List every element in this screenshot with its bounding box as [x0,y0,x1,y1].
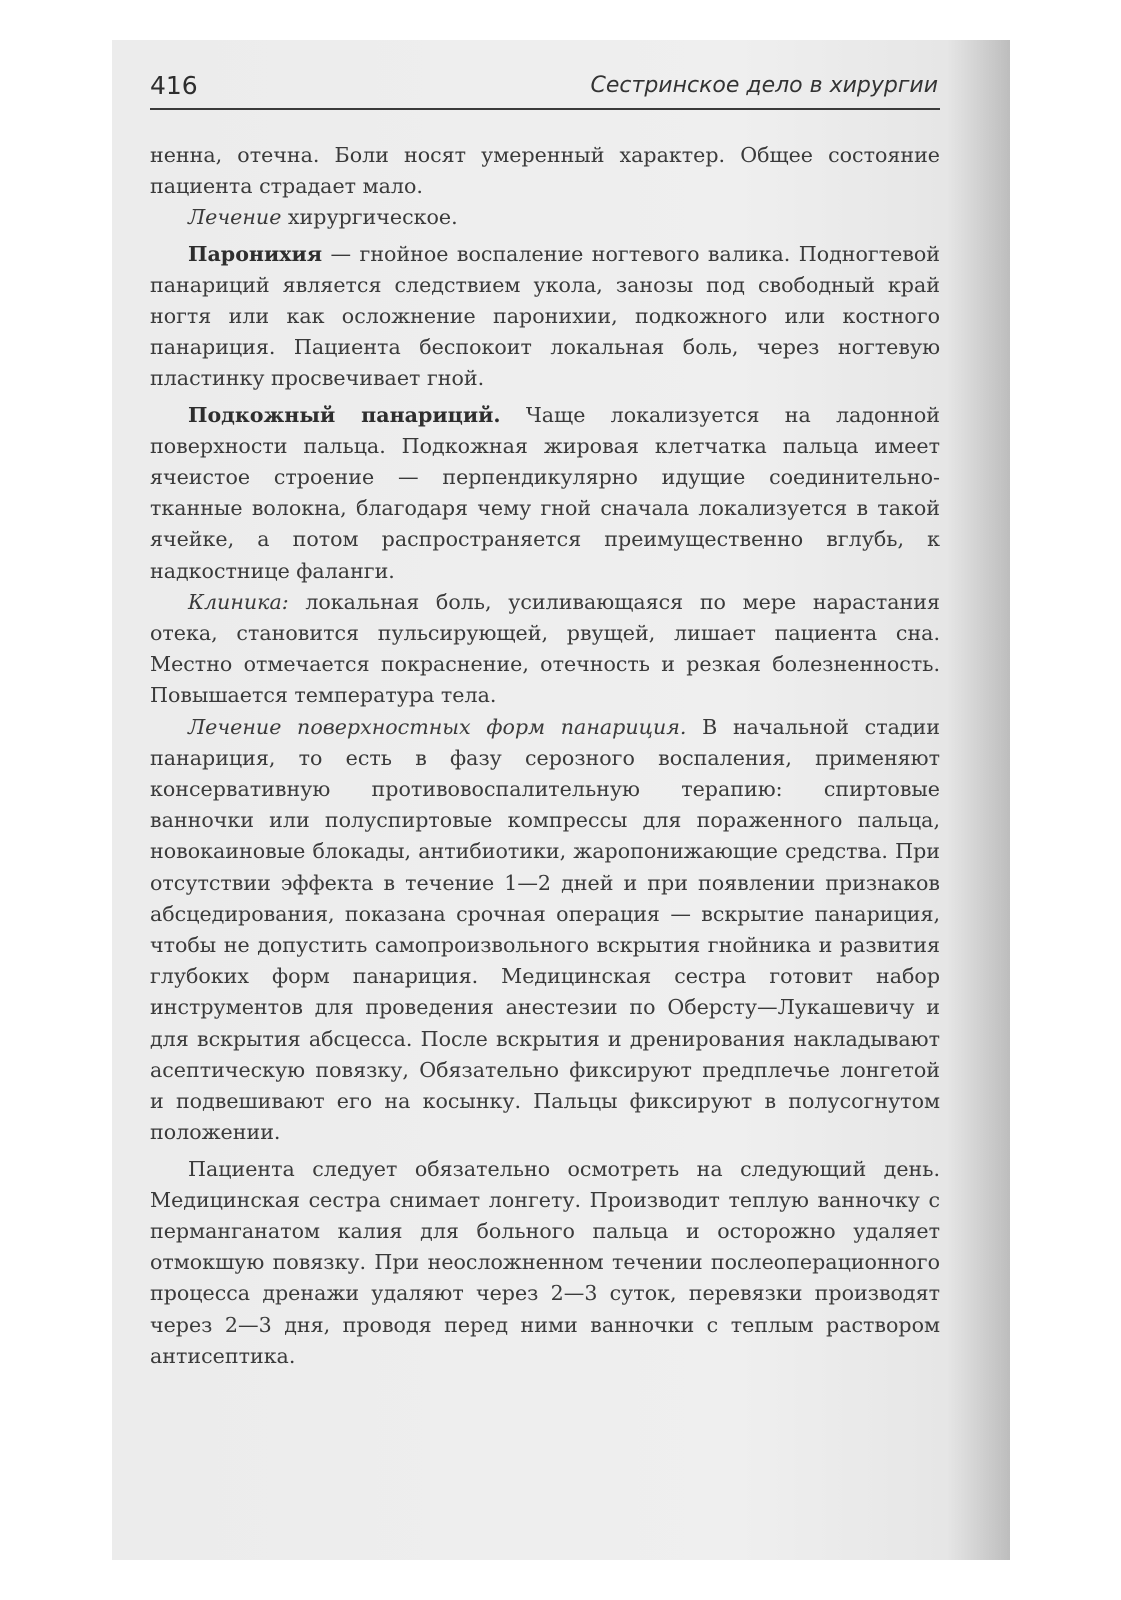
paragraph-lead: Лечение [188,205,282,230]
paragraph-subcutaneous-panaritium: Подкожный панариций. Чаще локализуется на ладонной поверхности пальца. Подкожная жировая клетчатка пальца имеет ячеистое строение — перпендикулярно идущие соединительно-тканные волокна, благодаря чему гной сначала локализуется в такой ячейке, а потом распространяется преимущественно вглубь, к надкостнице фаланги. [150,402,940,583]
paragraph-lead: Паронихия [188,241,323,266]
page-number: 416 [150,71,198,100]
running-title: Сестринское дело в хирургии [590,73,938,98]
scanned-page [112,40,1010,1560]
paragraph-lead: Подкожный панариций. [188,402,501,427]
paragraph-lead: Клиника: [188,589,289,614]
paragraph-clinic: Клиника: локальная боль, усиливающаяся по мере нарастания отека, становится пульсирующей, рвущей, лишает пациента сна. Местно отмечается покраснение, отечность и резкая болезненность. Повышается температура тела. [150,589,940,708]
paragraph-treatment: Лечение хирургическое. [188,205,458,230]
paragraph-lead: Лечение поверхностных форм панариция. [188,714,687,739]
paragraph-paronychia: Паронихия — гнойное воспаление ногтевого валика. Подногтевой панариций является следствием укола, занозы под свободный край ногтя или как осложнение паронихии, подкожного или костного панариция. Пациента беспокоит локальная боль, через ногтевую пластинку просвечивает гной. [150,241,940,391]
page-header [150,68,940,110]
body-text [150,140,940,1372]
paragraph-continuation: ненна, отечна. Боли носят умеренный характер. Общее состояние пациента страдает мало. [150,143,940,199]
paragraph-follow-up: Пациента следует обязательно осмотреть на следующий день. Медицинская сестра снимает лонгету. Производит теплую ванночку с перманганатом калия для больного пальца и осторожно удаляет отмокшую повязку. При неосложненном течении послеоперационного процесса дренажи удаляют через 2—3 суток, перевязки производят через 2—3 дня, проводя перед ними ванночки с теплым раствором антисептика. [150,1156,940,1368]
paragraph-superficial-treatment: Лечение поверхностных форм панариция. В начальной стадии панариция, то есть в фазу серозного воспаления, применяют консервативную противовоспалительную терапию: спиртовые ванночки или полуспиртовые компрессы для пораженного пальца, новокаиновые блокады, антибиотики, жаропонижающие средства. При отсутствии эффекта в течение 1—2 дней и при появлении признаков абсцедирования, показана срочная операция — вскрытие панариция, чтобы не допустить самопроизвольного вскрытия гнойника и развития глубоких форм панариция. Медицинская сестра готовит набор инструментов для проведения анестезии по Оберсту—Лукашевичу и для вскрытия абсцесса. После вскрытия и дренирования накладывают асептическую повязку, Обязательно фиксируют предплечье лонгетой и подвешивают его на косынку. Пальцы фиксируют в полусогнутом положении. [150,714,940,1145]
